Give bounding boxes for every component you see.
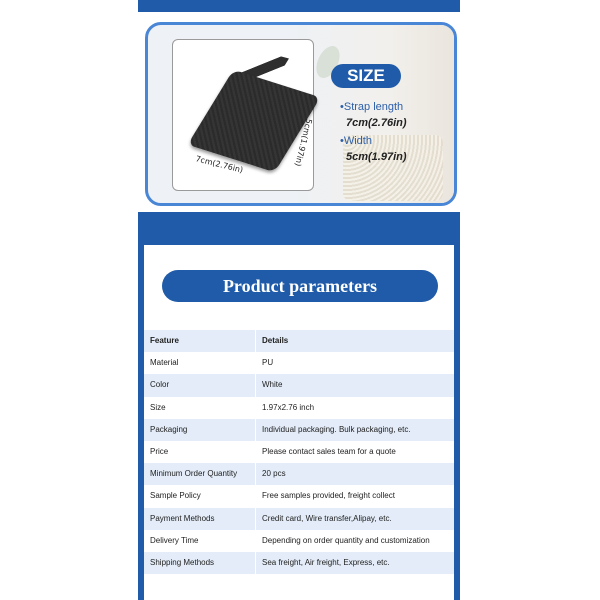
header-details: Details: [262, 336, 289, 345]
details-cell: Depending on order quantity and customization: [262, 535, 430, 545]
feature-cell: Size: [150, 402, 166, 412]
table-row: [144, 374, 454, 396]
parameters-title: Product parameters: [162, 270, 438, 302]
column-divider: [255, 530, 256, 552]
table-row: [144, 552, 454, 574]
column-divider: [255, 552, 256, 574]
strap-length-label: •Strap length: [340, 101, 404, 113]
details-cell: Individual packaging. Bulk packaging, etc.: [262, 424, 411, 434]
column-divider: [255, 374, 256, 396]
column-divider: [255, 463, 256, 485]
photo-width-dimension: 7cm(2.76in): [194, 154, 245, 175]
feature-cell: Price: [150, 446, 169, 456]
strap-length-value: 7cm(2.76in): [346, 117, 407, 129]
feature-cell: Sample Policy: [150, 491, 201, 501]
table-row: [144, 441, 454, 463]
details-cell: Please contact sales team for a quote: [262, 446, 396, 456]
table-row: [144, 463, 454, 485]
feature-cell: Minimum Order Quantity: [150, 469, 238, 479]
details-cell: Credit card, Wire transfer,Alipay, etc.: [262, 513, 392, 523]
feature-cell: Color: [150, 380, 170, 390]
table-row: [144, 508, 454, 530]
table-row: [144, 485, 454, 507]
feature-cell: Delivery Time: [150, 535, 199, 545]
details-cell: White: [262, 380, 283, 390]
table-row: [144, 397, 454, 419]
width-value: 5cm(1.97in): [346, 151, 407, 163]
size-card: [145, 22, 457, 206]
table-row: [144, 530, 454, 552]
details-cell: PU: [262, 358, 274, 368]
details-cell: Free samples provided, freight collect: [262, 491, 395, 501]
details-cell: 1.97x2.76 inch: [262, 402, 315, 412]
feature-cell: Packaging: [150, 424, 188, 434]
column-divider: [255, 352, 256, 374]
table-row: [144, 419, 454, 441]
size-title: SIZE: [331, 64, 401, 88]
table-row: [144, 352, 454, 374]
column-divider: [255, 508, 256, 530]
column-divider: [255, 441, 256, 463]
top-banner-strip: [138, 0, 460, 12]
details-cell: Sea freight, Air freight, Express, etc.: [262, 557, 390, 567]
feature-cell: Payment Methods: [150, 513, 215, 523]
column-divider: [255, 485, 256, 507]
parameters-table: [144, 330, 454, 574]
width-label: •Width: [340, 135, 372, 147]
table-header-row: [144, 330, 454, 352]
column-divider: [255, 330, 256, 352]
column-divider: [255, 397, 256, 419]
details-cell: 20 pcs: [262, 469, 286, 479]
column-divider: [255, 419, 256, 441]
feature-cell: Material: [150, 358, 179, 368]
feature-cell: Shipping Methods: [150, 557, 215, 567]
header-feature: Feature: [150, 336, 179, 345]
product-photo-frame: [172, 39, 314, 191]
photo-height-dimension: 5cm(1.97in): [293, 117, 314, 168]
